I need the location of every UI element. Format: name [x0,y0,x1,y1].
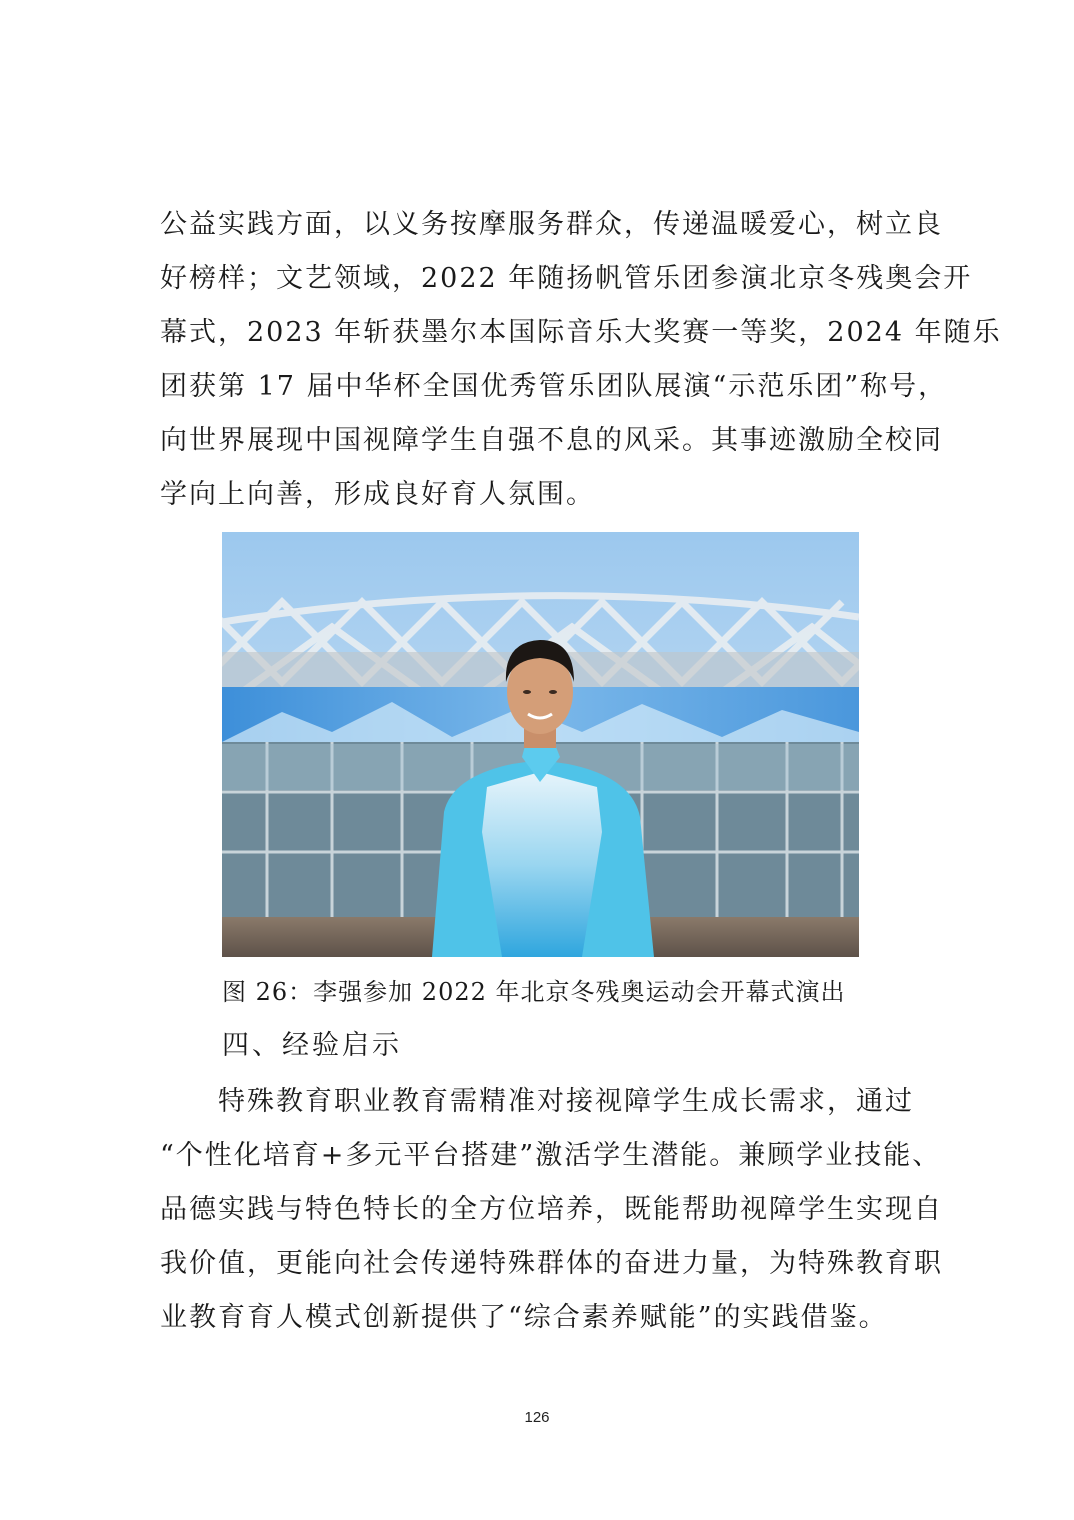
figure-photo [222,532,859,957]
paragraph-line: 好榜样；文艺领域，2022 年随扬帆管乐团参演北京冬残奥会开 [160,263,973,294]
page-number: 126 [524,1409,550,1426]
body-paragraph-top [160,198,1002,522]
figure-caption: 图 26：李强参加 2022 年北京冬残奥运动会开幕式演出 [222,978,846,1006]
paragraph-line: 业教育育人模式创新提供了“综合素养赋能”的实践借鉴。 [160,1302,888,1333]
paragraph-line: 我价值，更能向社会传递特殊群体的奋进力量，为特殊教育职 [160,1248,943,1279]
paragraph-line: 幕式，2023 年斩获墨尔本国际音乐大奖赛一等奖，2024 年随乐 [160,317,1002,348]
paragraph-line: 特殊教育职业教育需精准对接视障学生成长需求，通过 [218,1086,914,1117]
paragraph-line: 向世界展现中国视障学生自强不息的风采。其事迹激励全校同 [160,425,943,456]
stadium-portrait-illustration [222,532,859,957]
paragraph-line: 公益实践方面，以义务按摩服务群众，传递温暖爱心，树立良 [160,209,943,240]
body-paragraph-bottom [160,1075,960,1345]
paragraph-line: 团获第 17 届中华杯全国优秀管乐团队展演“示范乐团”称号， [160,371,948,402]
section-heading: 四、经验启示 [222,1030,402,1061]
paragraph-line: “个性化培育+多元平台搭建”激活学生潜能。兼顾学业技能、 [160,1140,942,1171]
paragraph-line: 品德实践与特色特长的全方位培养，既能帮助视障学生实现自 [160,1194,943,1225]
paragraph-line: 学向上向善，形成良好育人氛围。 [160,479,595,510]
